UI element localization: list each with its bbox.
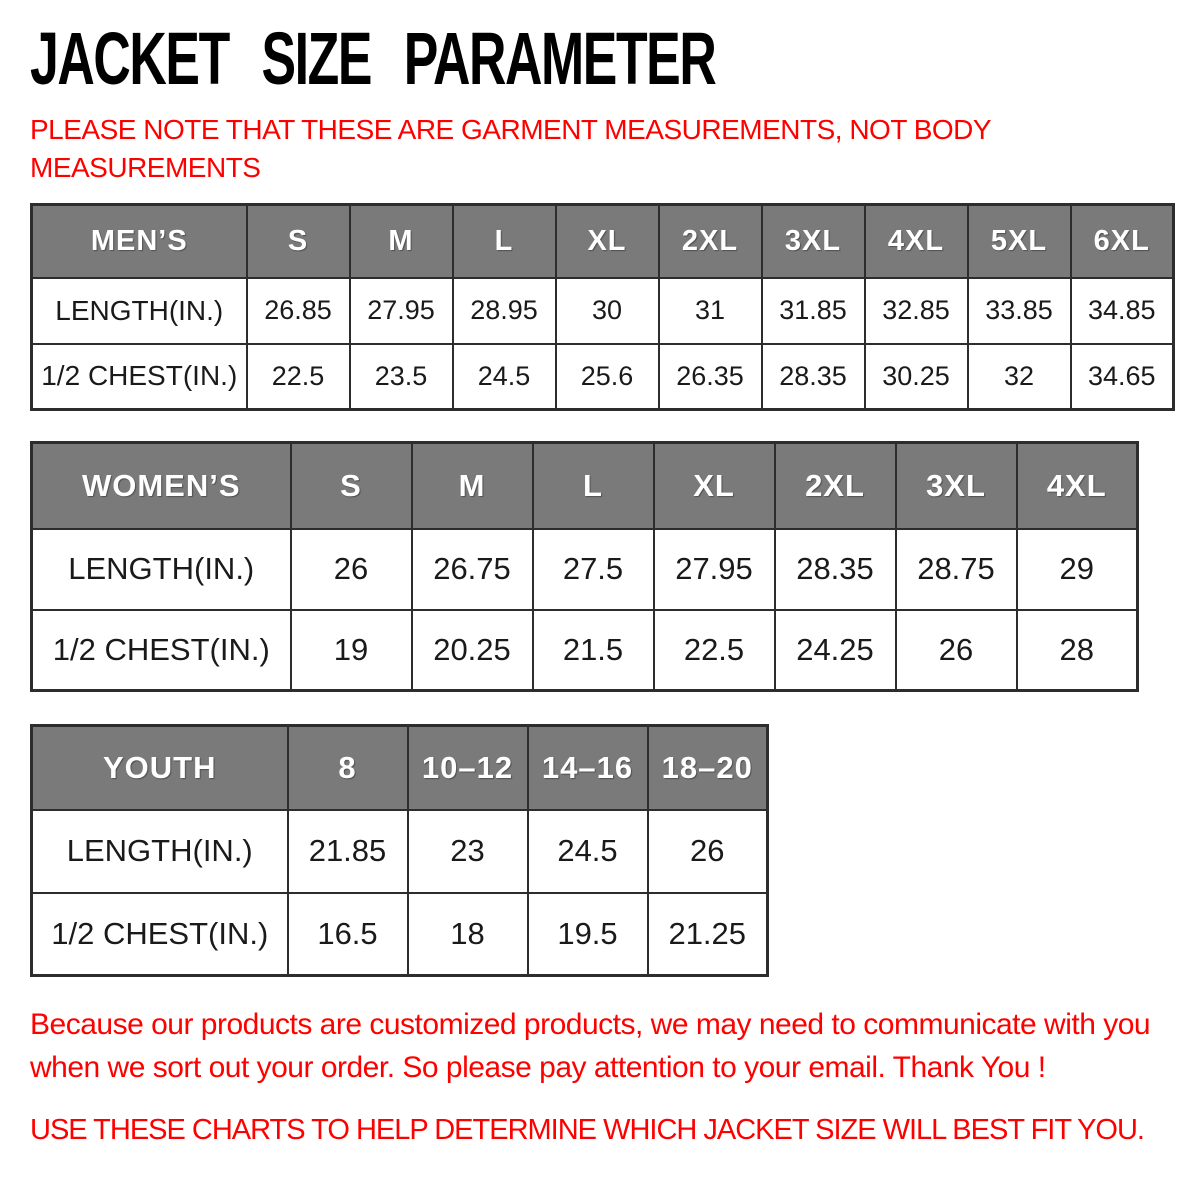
size-header-cell: S <box>291 443 412 529</box>
value-cell: 34.85 <box>1071 278 1174 344</box>
value-cell: 26.35 <box>659 344 762 410</box>
value-cell: 24.25 <box>775 610 896 691</box>
mens-length-row <box>32 278 1174 344</box>
youth-size-table <box>30 724 769 977</box>
value-cell: 21.85 <box>288 810 408 893</box>
row-label-cell: LENGTH(IN.) <box>32 278 247 344</box>
youth-chest-row <box>32 893 768 976</box>
customization-notice-line-2: when we sort out your order. So please pay attention to your email. Thank You ! <box>30 1051 1046 1085</box>
customization-notice <box>30 1003 1170 1089</box>
value-cell: 26.75 <box>412 529 533 610</box>
size-header-cell: 5XL <box>968 205 1071 278</box>
value-cell: 26 <box>648 810 768 893</box>
chart-usage-note: USE THESE CHARTS TO HELP DETERMINE WHICH JACKET SIZE WILL BEST FIT YOU. <box>30 1114 1144 1147</box>
size-header-cell: L <box>453 205 556 278</box>
value-cell: 27.95 <box>654 529 775 610</box>
value-cell: 29 <box>1017 529 1138 610</box>
size-header-cell: 6XL <box>1071 205 1174 278</box>
value-cell: 19.5 <box>528 893 648 976</box>
mens-header-row <box>32 205 1174 278</box>
value-cell: 30.25 <box>865 344 968 410</box>
value-cell: 24.5 <box>528 810 648 893</box>
value-cell: 31.85 <box>762 278 865 344</box>
row-label-cell: 1/2 CHEST(IN.) <box>32 893 288 976</box>
size-header-cell: 10–12 <box>408 726 528 810</box>
page-title: JACKET SIZE PARAMETER <box>30 17 716 100</box>
row-label-cell: LENGTH(IN.) <box>32 529 291 610</box>
value-cell: 26 <box>291 529 412 610</box>
value-cell: 27.5 <box>533 529 654 610</box>
value-cell: 16.5 <box>288 893 408 976</box>
womens-length-row <box>32 529 1138 610</box>
youth-header-row <box>32 726 768 810</box>
row-label-cell: 1/2 CHEST(IN.) <box>32 610 291 691</box>
value-cell: 28.95 <box>453 278 556 344</box>
value-cell: 18 <box>408 893 528 976</box>
youth-table-title-cell: YOUTH <box>32 726 288 810</box>
value-cell: 28.35 <box>775 529 896 610</box>
value-cell: 28.75 <box>896 529 1017 610</box>
value-cell: 20.25 <box>412 610 533 691</box>
value-cell: 28 <box>1017 610 1138 691</box>
value-cell: 19 <box>291 610 412 691</box>
note-line-2: MEASUREMENTS <box>30 152 261 184</box>
value-cell: 27.95 <box>350 278 453 344</box>
mens-table-title-cell: MEN’S <box>32 205 247 278</box>
value-cell: 23 <box>408 810 528 893</box>
row-label-cell: 1/2 CHEST(IN.) <box>32 344 247 410</box>
mens-size-table <box>30 203 1175 411</box>
size-header-cell: 4XL <box>865 205 968 278</box>
value-cell: 22.5 <box>247 344 350 410</box>
size-header-cell: 2XL <box>775 443 896 529</box>
size-header-cell: 18–20 <box>648 726 768 810</box>
size-header-cell: XL <box>654 443 775 529</box>
value-cell: 34.65 <box>1071 344 1174 410</box>
size-header-cell: 4XL <box>1017 443 1138 529</box>
value-cell: 25.6 <box>556 344 659 410</box>
value-cell: 21.25 <box>648 893 768 976</box>
size-header-cell: 2XL <box>659 205 762 278</box>
value-cell: 32 <box>968 344 1071 410</box>
size-header-cell: M <box>412 443 533 529</box>
size-header-cell: 8 <box>288 726 408 810</box>
value-cell: 21.5 <box>533 610 654 691</box>
size-header-cell: M <box>350 205 453 278</box>
value-cell: 22.5 <box>654 610 775 691</box>
value-cell: 28.35 <box>762 344 865 410</box>
size-header-cell: S <box>247 205 350 278</box>
size-header-cell: 3XL <box>896 443 1017 529</box>
size-header-cell: XL <box>556 205 659 278</box>
value-cell: 32.85 <box>865 278 968 344</box>
value-cell: 26 <box>896 610 1017 691</box>
note-line-1: PLEASE NOTE THAT THESE ARE GARMENT MEASUREMENTS, NOT BODY <box>30 114 992 146</box>
value-cell: 26.85 <box>247 278 350 344</box>
youth-length-row <box>32 810 768 893</box>
womens-size-table <box>30 441 1139 692</box>
mens-chest-row <box>32 344 1174 410</box>
size-header-cell: L <box>533 443 654 529</box>
value-cell: 33.85 <box>968 278 1071 344</box>
size-header-cell: 3XL <box>762 205 865 278</box>
value-cell: 23.5 <box>350 344 453 410</box>
size-header-cell: 14–16 <box>528 726 648 810</box>
womens-chest-row <box>32 610 1138 691</box>
value-cell: 31 <box>659 278 762 344</box>
value-cell: 24.5 <box>453 344 556 410</box>
womens-table-title-cell: WOMEN’S <box>32 443 291 529</box>
customization-notice-line-1: Because our products are customized products, we may need to communicate with you <box>30 1008 1151 1042</box>
row-label-cell: LENGTH(IN.) <box>32 810 288 893</box>
womens-header-row <box>32 443 1138 529</box>
garment-measurement-note <box>30 111 1170 187</box>
value-cell: 30 <box>556 278 659 344</box>
